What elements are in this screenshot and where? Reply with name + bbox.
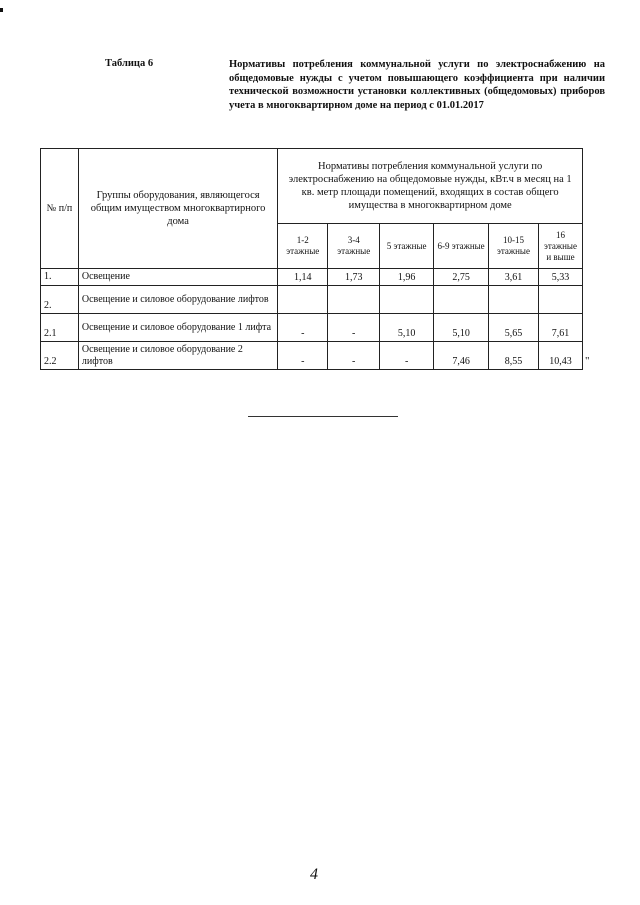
row-value: 10,43 [538,342,582,370]
header-norms: Нормативы потребления коммунальной услуги по электроснабжению на общедомовые нужды, кВт.ч в месяц на 1 кв. метр площади помещений, входящих в состав общего имущества в многоквартирном доме [278,149,583,224]
row-value: 2,75 [434,269,489,286]
row-value [489,286,539,314]
row-value: 5,10 [434,314,489,342]
row-value: - [328,342,380,370]
table-title: Нормативы потребления коммунальной услуги по электроснабжению на общедомовые нужды с учетом повышающего коэффициента при наличии технической возможности установки коллективных (общедомовых) приборов учета в многоквартирном доме на период с 01.01.2017 [229,59,605,111]
row-value: 5,33 [538,269,582,286]
row-value [278,286,328,314]
norms-table [40,148,583,370]
row-value: 8,55 [489,342,539,370]
row-value: - [278,342,328,370]
row-value: 5,65 [489,314,539,342]
row-value [538,286,582,314]
closing-quote: " [585,355,590,367]
table-row [41,269,583,286]
row-name: Освещение [78,269,277,286]
table-row [41,286,583,314]
floor-header: 10-15 этажные [489,224,539,269]
header-num: № п/п [41,149,79,269]
row-name: Освещение и силовое оборудование 2 лифтов [78,342,277,370]
table-row [41,314,583,342]
row-name: Освещение и силовое оборудование 1 лифта [78,314,277,342]
row-value [434,286,489,314]
row-num: 2.1 [41,314,79,342]
page-number: 4 [310,866,318,883]
divider [248,416,398,417]
floor-header: 1-2 этажные [278,224,328,269]
row-value: 3,61 [489,269,539,286]
floor-header: 3-4 этажные [328,224,380,269]
row-value: - [278,314,328,342]
row-value: 5,10 [380,314,434,342]
row-value [380,286,434,314]
row-value: 1,73 [328,269,380,286]
row-value: 1,14 [278,269,328,286]
row-num: 1. [41,269,79,286]
table-label: Таблица 6 [105,58,154,69]
table-row [41,342,583,370]
row-value: 7,61 [538,314,582,342]
row-name: Освещение и силовое оборудование лифтов [78,286,277,314]
floor-header: 5 этажные [380,224,434,269]
row-value [328,286,380,314]
floor-header: 6-9 этажные [434,224,489,269]
scan-mark [0,8,3,12]
row-value: - [380,342,434,370]
row-num: 2. [41,286,79,314]
row-value: 7,46 [434,342,489,370]
row-value: 1,96 [380,269,434,286]
row-num: 2.2 [41,342,79,370]
header-group: Группы оборудования, являющегося общим имуществом многоквартирного дома [78,149,277,269]
row-value: - [328,314,380,342]
floor-header: 16 этажные и выше [538,224,582,269]
